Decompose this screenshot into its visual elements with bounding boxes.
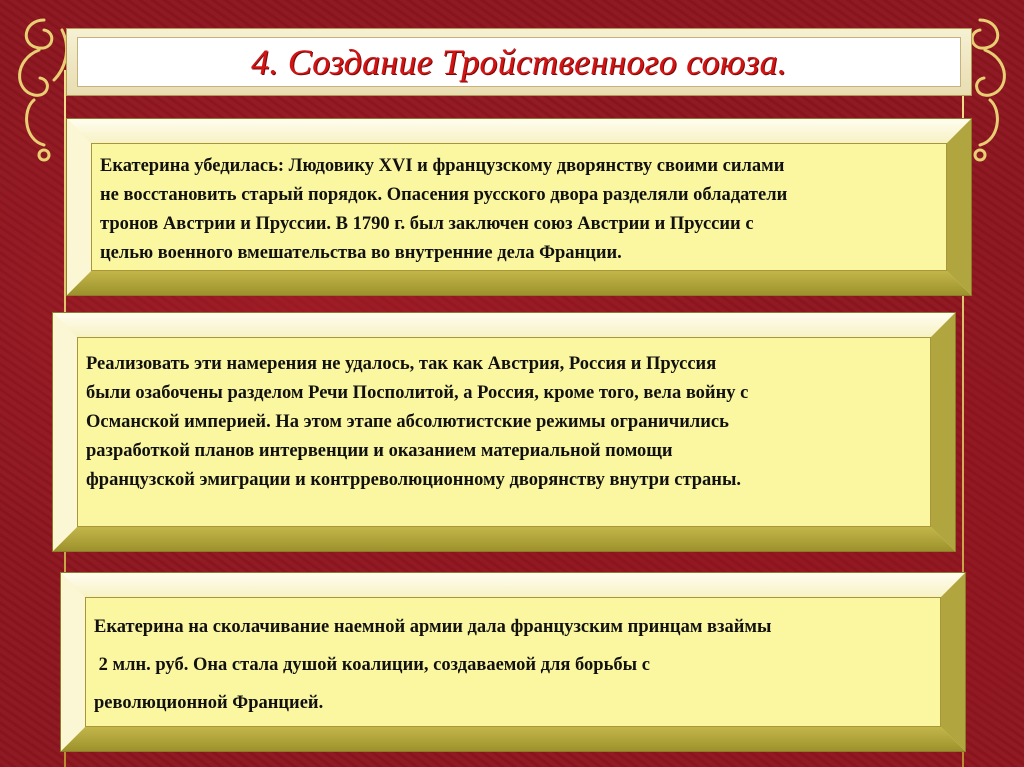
- text-line: Османской империей. На этом этапе абсолютистские режимы ограничились: [86, 412, 729, 432]
- text-line: целью военного вмешательства во внутренние дела Франции.: [100, 243, 622, 263]
- text-line: разработкой планов интервенции и оказанием материальной помощи: [86, 441, 673, 461]
- slide-title: 4. Создание Тройственного союза.: [251, 42, 787, 82]
- text-box-2: [52, 312, 956, 552]
- text-box-1: [66, 118, 972, 296]
- text-line: тронов Австрии и Пруссии. В 1790 г. был заключен союз Австрии и Пруссии с: [100, 214, 754, 234]
- text-line: были озабочены разделом Речи Посполитой, а Россия, кроме того, вела войну с: [86, 383, 749, 403]
- title-frame: [66, 28, 972, 96]
- text-line: французской эмиграции и контрреволюционному дворянству внутри страны.: [86, 470, 742, 490]
- text-line: Екатерина убедилась: Людовику XVI и французскому дворянству своими силами: [100, 156, 785, 176]
- text-box-3: [60, 572, 966, 752]
- title-panel: [77, 37, 961, 87]
- paragraph-1: [91, 143, 947, 271]
- text-line: не восстановить старый порядок. Опасения русского двора разделяли обладатели: [100, 185, 788, 205]
- paragraph-2: [77, 337, 931, 527]
- text-line: Екатерина на сколачивание наемной армии дала французским принцам взаймы: [94, 617, 772, 637]
- text-line: Реализовать эти намерения не удалось, так как Австрия, Россия и Пруссия: [86, 354, 717, 374]
- text-line: 2 млн. руб. Она стала душой коалиции, создаваемой для борьбы с: [94, 655, 650, 675]
- paragraph-3: [85, 597, 941, 727]
- text-line: революционной Францией.: [94, 693, 324, 713]
